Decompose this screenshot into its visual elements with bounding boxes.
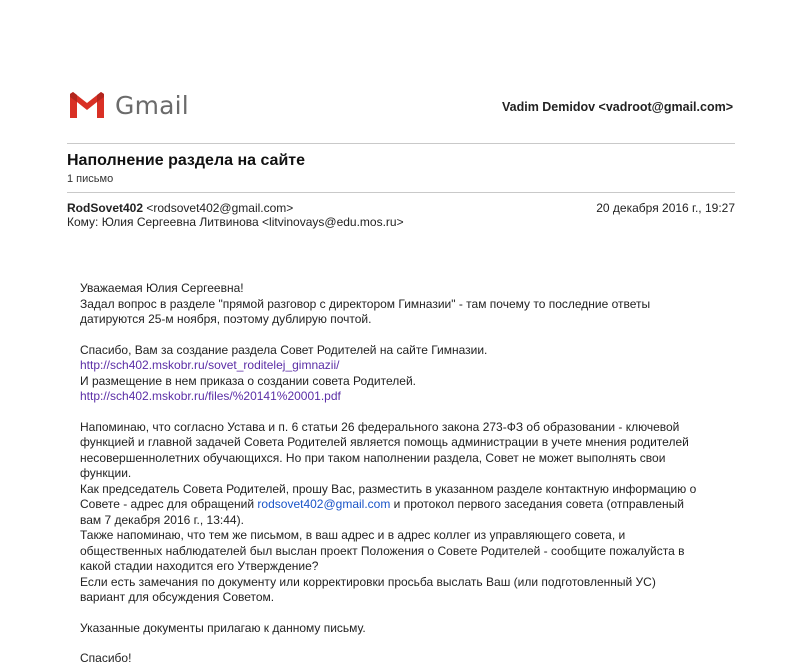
email-link[interactable]: rodsovet402@gmail.com bbox=[257, 497, 391, 511]
body-line: И размещение в нем приказа о создании совета Родителей. bbox=[80, 373, 416, 388]
link-order-pdf[interactable]: http://sch402.mskobr.ru/files/%20141%20001.pdf bbox=[80, 389, 341, 403]
body-line: вам 7 декабря 2016 г., 13:44). bbox=[80, 512, 244, 527]
body-line: функции. bbox=[80, 466, 132, 480]
link-sovet-page[interactable]: http://sch402.mskobr.ru/sovet_roditelej_gimnazii/ bbox=[80, 358, 340, 372]
gmail-envelope-icon bbox=[67, 90, 107, 120]
body-line: общественных наблюдателей был выслан проект Положения о Совете Родителей - сообщите пожалуйста в bbox=[80, 543, 685, 558]
thread-subject: Наполнение раздела на сайте bbox=[67, 152, 306, 169]
body-line: Напоминаю, что согласно Устава и п. 6 статьи 26 федерального закона 273-ФЗ об образовании - ключевой bbox=[80, 419, 680, 434]
message-date: 20 декабря 2016 г., 19:27 bbox=[596, 201, 735, 215]
body-line: Спасибо, Вам за создание раздела Совет Родителей на сайте Гимназии. bbox=[80, 342, 488, 357]
greeting: Уважаемая Юлия Сергеевна! bbox=[80, 281, 244, 295]
body-line: какой стадии находится его Утверждение? bbox=[80, 559, 319, 573]
body-line: Также напоминаю, что тем же письмом, в ваш адрес и в адрес коллег из управляющего совета, и bbox=[80, 528, 626, 542]
body-line: датируются 25-м ноября, поэтому дублирую почтой. bbox=[80, 312, 372, 326]
body-line: функцией и главной задачей Совета Родителей является помощь администрации в учете мнения родителей bbox=[80, 435, 689, 449]
closing: Спасибо! bbox=[80, 651, 132, 665]
body-line: Задал вопрос в разделе "прямой разговор с директором Гимназии" - там почему то последние ответы bbox=[80, 296, 651, 311]
text-fragment: и протокол первого заседания совета (отправленый bbox=[390, 497, 684, 511]
account-name: Vadim Demidov <vadroot@gmail.com> bbox=[501, 100, 733, 114]
body-line: Как председатель Совета Родителей, прошу Вас, разместить в указанном разделе контактную информацию о bbox=[80, 481, 697, 496]
header-divider bbox=[67, 143, 735, 144]
sender bbox=[67, 201, 293, 215]
message-count: 1 письмо bbox=[67, 173, 114, 185]
recipient-line: Кому: Юлия Сергеевна Литвинова <litvinovays@edu.mos.ru> bbox=[67, 215, 404, 229]
text-fragment: Совете - адрес для обращений bbox=[80, 497, 258, 511]
body-line: Указанные документы прилагаю к данному письму. bbox=[80, 620, 366, 635]
body-line: несовершеннолетних обучающихся. Но при таком наполнении раздела, Совет не может выполнять свои bbox=[80, 450, 666, 465]
body-line-with-email bbox=[80, 497, 740, 513]
body-line: вариант для обсуждения Советом. bbox=[80, 590, 275, 604]
subject-divider bbox=[67, 192, 735, 193]
sender-email: <rodsovet402@gmail.com> bbox=[146, 201, 294, 215]
gmail-logo bbox=[67, 90, 189, 120]
body-line: Если есть замечания по документу или корректировки просьба выслать Ваш (или подготовленный УС) bbox=[80, 574, 656, 589]
sender-name: RodSovet402 bbox=[67, 201, 144, 215]
message-body bbox=[80, 281, 740, 667]
gmail-logo-text: Gmail bbox=[115, 90, 189, 120]
